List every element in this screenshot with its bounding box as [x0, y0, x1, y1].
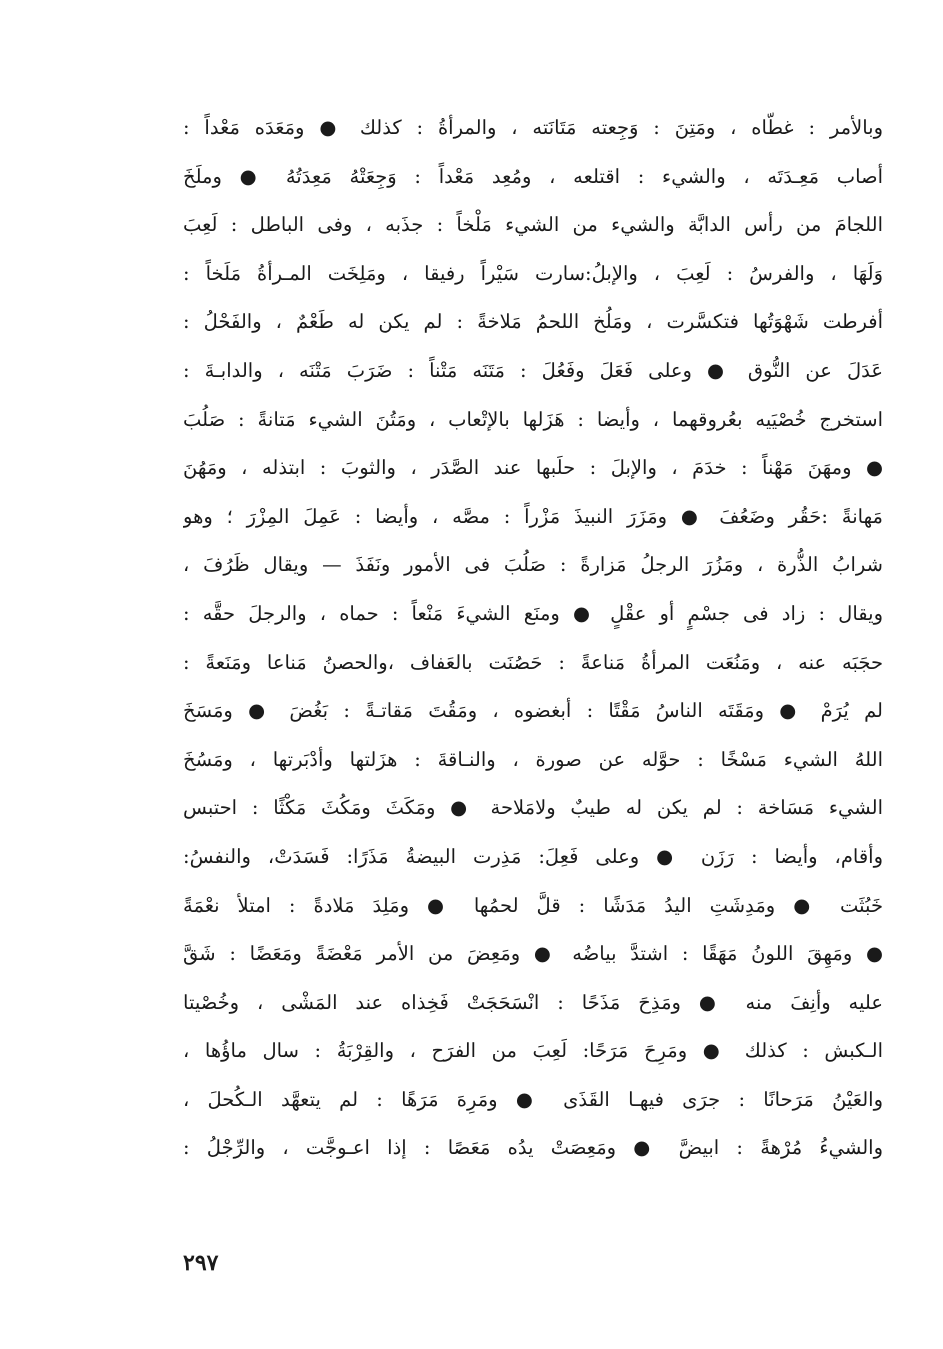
- text-line: والشيءُ مُرْهةً : ابيضَّ ● ومَعِصَتْ يدُه مَعَصًا : إذا اعـوجَّت ، والرِّجْلُ :: [183, 1136, 883, 1160]
- text-line: ● ومهَنَ مَهْناً : خدَمَ ، والإبلَ : حلَبها عند الصَّدَر ، والثوبَ : ابتذله ، ومَهُنَ: [183, 456, 883, 480]
- text-line: ● ومَهِقَ اللونُ مَهَقًا : اشتدَّ بياضُه ● ومَعِضَ من الأمر مَعْضَةً ومَعَضًا : شَقَّ: [183, 942, 883, 966]
- text-line: ويقال : زاد فى جسْمٍ أو عقْلٍ ● ومنَع الشيءَ مَنْعاً : حماه ، والرجلَ حقَّه :: [183, 601, 883, 625]
- text-line: أصاب مَعِـدَتَه ، والشيء : اقتلعه ، ومُعِد مَعْداً : وَجِعَتْهُ مَعِدَتُهُ ● وملَخَ: [183, 164, 883, 188]
- text-line: وَلَهَا ، والفرسُ : لَعِبَ ، والإبلُ:سارت سَيْراً رفيقا ، ومَلِخَت المـرأةُ مَلَخاً :: [183, 261, 883, 285]
- text-line: والعَيْنُ مَرَحانًا : جرَى فيهـا القَذَى ● ومَرِهَ مَرَهًا : لم يتعهَّد الـكُحلَ ،: [183, 1087, 883, 1111]
- text-line: حجَبَه عنه ، ومَنُعَت المرأةُ مَناعةً : حَصُنَت بالعَفاف ،والحصنُ مَناعا ومَنَعةً :: [183, 650, 883, 674]
- text-line: الشيء مَسَاخة : لم يكن له طيبٌ ولامَلاحة ● ومَكَثَ ومَكُثَ مَكْثًا : احتبس: [183, 796, 883, 820]
- text-line: اللجامَ من رأس الدابَّة والشيء من الشيء مَلْخاً : جذَبه ، وفى الباطل : لَعِبَ: [183, 213, 883, 237]
- text-line: أفرطت شَهْوَتُها فتكسَّرت ، ومَلُخ اللحمُ مَلاخةً : لم يكن له طَعْمٌ ، والفَحْلُ :: [183, 310, 883, 334]
- text-line: لم يُرَمْ ● ومَقَتَه الناسُ مَقْتًا : أبغضوه ، ومَقُتَ مَقاتـةً : بَغُضَ ● ومَسَخَ: [183, 699, 883, 723]
- text-line: اللهُ الشيء مَسْخًا : حوَّله عن صورة ، والنـاقةَ : هزَلتها وأدْبَرتها ، ومَسُخَ: [183, 747, 883, 771]
- text-line: وأقام، وأيضا : رَزَن ● وعلى فَعِلَ: مَذِرت البيضةُ مَذَرًا: فَسَدَتْ، والنفسُ:: [183, 844, 883, 868]
- text-line: عليه وأنِفَ منه ● ومَذِحَ مَذَحًا : انْسَحَجَتْ فَخِذاه عند المَشْى ، وخُصْيتا: [183, 990, 883, 1014]
- text-line: عَدَلَ عن النُّوق ● وعلى فَعَلَ وفَعُلَ : مَتَنَه مَتْناً : ضَرَبَ مَتْنَه ، والدابـةَ :: [183, 358, 883, 382]
- text-line: شرابُ الذُّرة ، ومَزُرَ الرجلُ مَزارةً : صَلُبَ فى الأمور ونَفَذَ — ويقال ظَرُفَ ،: [183, 553, 883, 577]
- text-line: الـكبش : كذلك ● ومَرِحَ مَرَحًا: لَعِبَ من الفرَح ، والقِرْبَةُ : سال ماؤُها ،: [183, 1039, 883, 1063]
- page-number: ٢٩٧: [183, 1250, 219, 1276]
- text-line: مَهانةً :حَقُر وضَعُفَ ● ومَزَرَ النبيذَ مَزْراً : مصَّه ، وأيضا : عَمِلَ المِزْرَ ؛ وهو: [183, 504, 883, 528]
- dictionary-text: [183, 104, 883, 1173]
- text-line: خَبُثَت ● ومَدِشَتِ اليدُ مَدَشًا : قلَّ لحمُها ● ومَلِدَ مَلادةً : امتلأ نعْمَةً: [183, 893, 883, 917]
- text-line: استخرج خُصْيَيه بعُروقهما ، وأيضا : هَزَلها بالإتْعاب ، ومَتُنَ الشيء مَتانةً : صَلُبَ: [183, 407, 883, 431]
- text-line: وبالأمر : غطّاه ، ومَتِنَ : وَجِعته مَتَانَته ، والمرأةُ : كذلك ● ومَعَدَه مَعْداً :: [183, 116, 883, 139]
